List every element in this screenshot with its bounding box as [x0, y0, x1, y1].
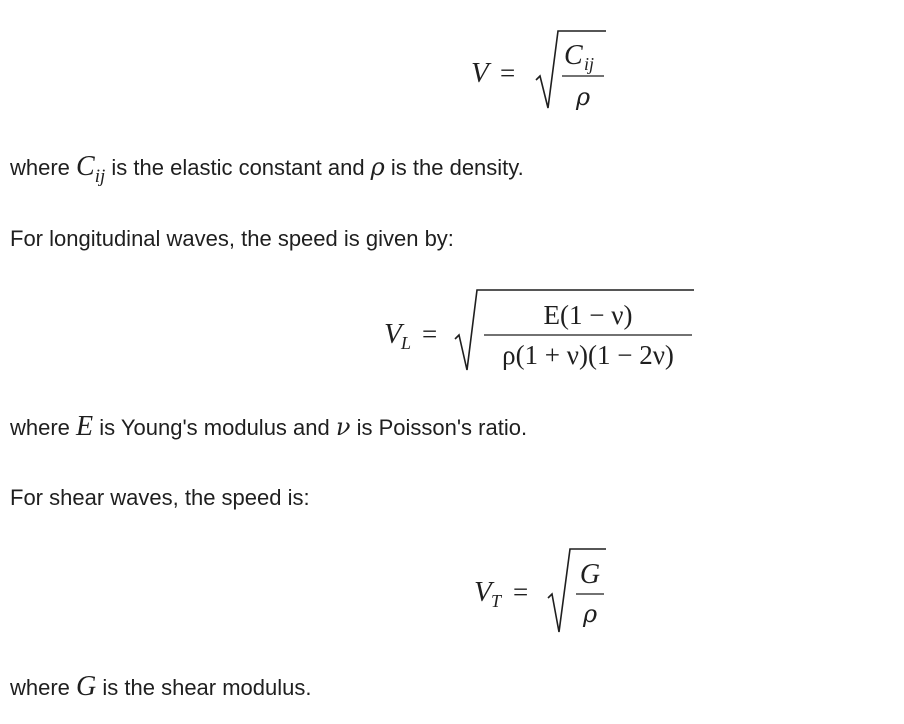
p3-text-pre: where: [10, 415, 77, 440]
eq1-equals: =: [500, 58, 516, 88]
eq2-numerator: E(1 − ν): [543, 300, 633, 330]
p1-text-mid: is the elastic constant and: [105, 155, 371, 180]
p1-symbol-c: C: [76, 151, 95, 182]
eq1-lhs: V: [471, 57, 489, 89]
paragraph-shear-modulus: [10, 673, 312, 702]
eq3-lhs-main: V: [474, 576, 492, 608]
equation-shear: [474, 549, 606, 632]
p1-text-pre: where: [10, 155, 77, 180]
eq1-denominator: ρ: [576, 83, 591, 111]
eq3-lhs-sub: T: [491, 591, 502, 611]
eq2-lhs-sub: L: [401, 333, 412, 353]
p3-symbol-nu: ν: [335, 413, 351, 441]
p3-symbol-e: E: [76, 411, 94, 442]
paragraph-youngs-modulus: [10, 413, 527, 442]
p1-symbol-c-sub: ij: [94, 166, 106, 187]
p3-text-mid: is Young's modulus and: [93, 415, 336, 440]
eq2-denominator: ρ(1 + ν)(1 − 2ν): [502, 340, 674, 370]
eq3-numerator: G: [579, 559, 601, 590]
equation-wave-speed: [471, 31, 606, 111]
p5-text-pre: where: [10, 675, 77, 700]
p1-text-post: is the density.: [384, 155, 524, 180]
equation-longitudinal: [384, 290, 694, 370]
paragraph-longitudinal-intro: For longitudinal waves, the speed is given by:: [10, 226, 454, 251]
p3-text-post: is Poisson's ratio.: [350, 415, 528, 440]
paragraph-shear-intro: For shear waves, the speed is:: [10, 485, 310, 510]
eq3-denominator: ρ: [582, 600, 598, 628]
p5-symbol-g: G: [76, 671, 97, 702]
p5-text-post: is the shear modulus.: [96, 675, 312, 700]
p1-symbol-rho: ρ: [370, 153, 385, 181]
eq1-numerator-sub: ij: [584, 54, 595, 74]
eq1-numerator-main: C: [564, 40, 583, 71]
paragraph-elastic-constant: [10, 151, 524, 187]
eq2-equals: =: [422, 319, 438, 349]
eq3-equals: =: [513, 577, 529, 607]
eq2-lhs-main: V: [384, 318, 402, 350]
